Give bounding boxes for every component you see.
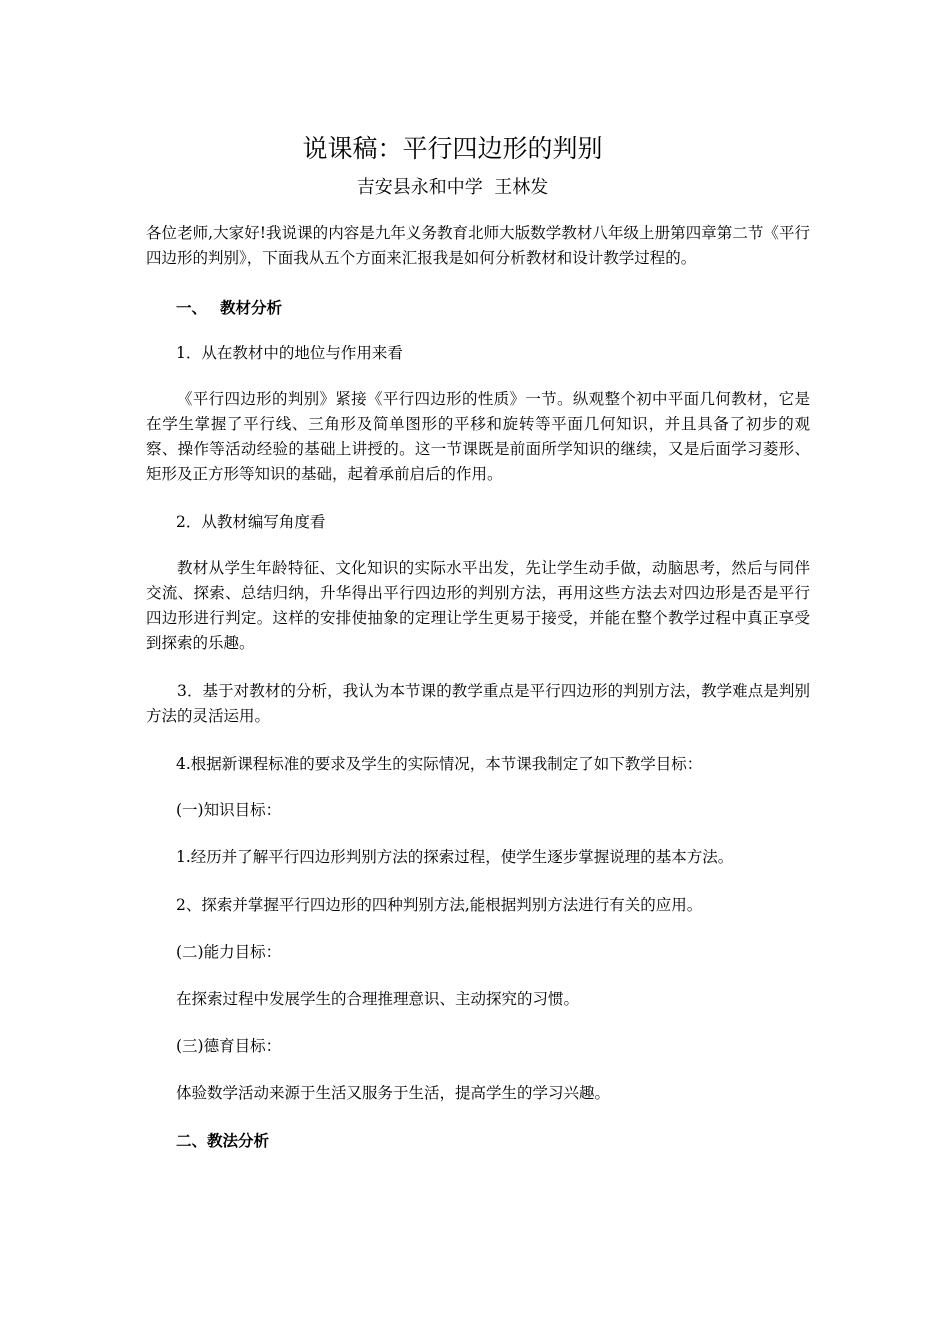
- section-heading-teaching-method: 二、教法分析: [176, 1131, 270, 1150]
- subheading-editing-angle: 2．从教材编写角度看: [176, 513, 326, 531]
- moral-goal-text: 体验数学活动来源于生活又服务于生活，提高学生的学习兴趣。: [176, 1084, 611, 1102]
- section-heading-material-analysis: [176, 295, 816, 320]
- author-line: 吉安县永和中学 王林发: [356, 177, 549, 198]
- ability-goal-text: 在探索过程中发展学生的合理推理意识、主动探究的习惯。: [176, 990, 580, 1008]
- subheading-position-role: 1．从在教材中的地位与作用来看: [176, 344, 403, 362]
- paragraph-editing-angle: 教材从学生年龄特征、文化知识的实际水平出发，先让学生动手做，动脑思考，然后与同伴交流、探索、总结归纳，升华得出平行四边形的判别方法，再用这些方法去对四边形是否是平行四边形进行判定。这样的安排使抽象的定理让学生更易于接受，并能在整个教学过程中真正享受到探索的乐趣。: [146, 559, 810, 652]
- paragraph-teaching-goals-intro: 4.根据新课程标准的要求及学生的实际情况，本节课我制定了如下教学目标：: [176, 755, 703, 773]
- knowledge-goal-item-2: 2、探索并掌握平行四边形的四种判别方法,能根据判别方法进行有关的应用。: [176, 896, 703, 914]
- paragraph-position-role: 《平行四边形的判别》紧接《平行四边形的性质》一节。纵观整个初中平面几何教材，它是在学生掌握了平行线、三角形及简单图形的平移和旋转等平面几何知识，并且具备了初步的观察、操作等活动经验的基础上讲授的。这一节课既是前面所学知识的继续，又是后面学习菱形、矩形及正方形等知识的基础，起着承前启后的作用。: [146, 390, 810, 483]
- page-title: 说课稿：平行四边形的判别: [302, 134, 603, 163]
- knowledge-goal-item-1: 1.经历并了解平行四边形判别方法的探索过程，使学生逐步掌握说理的基本方法。: [176, 848, 734, 866]
- heading-ability-goal: (二)能力目标：: [176, 943, 282, 961]
- section-title: 教材分析: [220, 298, 283, 317]
- heading-knowledge-goal: (一)知识目标：: [176, 801, 282, 819]
- section-number: 一、: [176, 298, 208, 317]
- paragraph-key-points: 3．基于对教材的分析，我认为本节课的教学重点是平行四边形的判别方法，教学难点是判别方法的灵活运用。: [146, 682, 810, 725]
- heading-moral-goal: (三)德育目标：: [176, 1037, 282, 1055]
- intro-paragraph: 各位老师,大家好!我说课的内容是九年义务教育北师大版数学教材八年级上册第四章第二节《平行四边形的判别》，下面我从五个方面来汇报我是如何分析教材和设计教学过程的。: [146, 224, 810, 267]
